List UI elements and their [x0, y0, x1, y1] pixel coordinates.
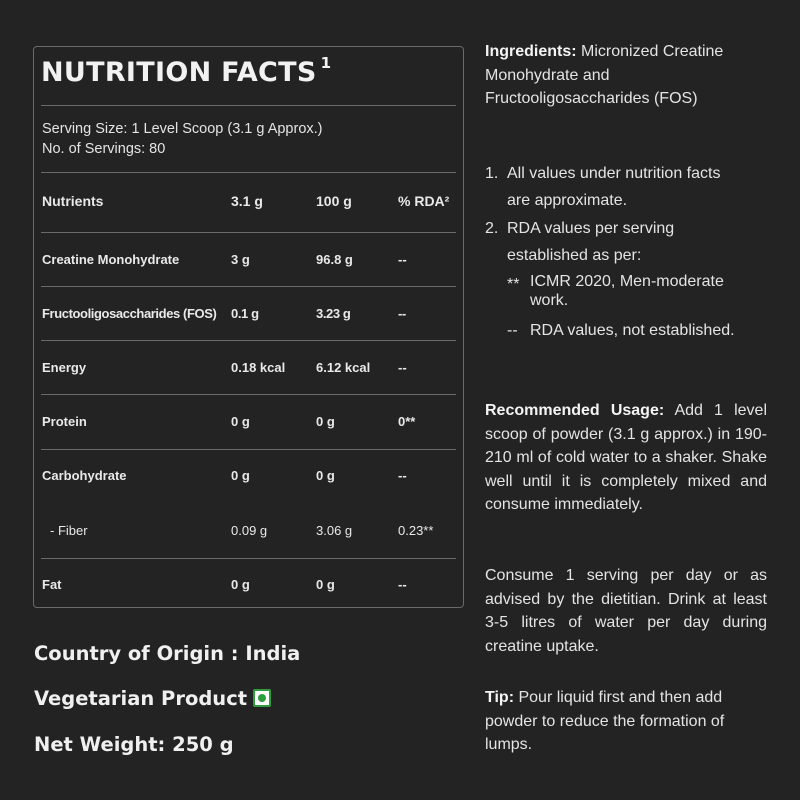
table-row	[42, 523, 455, 543]
tip-text: Pour liquid first and then add powder to reduce the formation of lumps.	[485, 689, 725, 753]
usage-label: Recommended Usage:	[485, 402, 665, 419]
divider	[41, 449, 456, 450]
table-row	[42, 468, 455, 488]
per-serving-value: 0.09 g	[231, 523, 268, 538]
ingredients-section	[485, 40, 767, 111]
divider	[41, 394, 456, 395]
per-100g-value: 3.23 g	[316, 306, 351, 321]
serving-info	[42, 119, 323, 159]
per-serving-value: 0.1 g	[231, 306, 259, 321]
divider	[41, 172, 456, 173]
per-serving-value: 0 g	[231, 468, 250, 483]
ingredients-text: Micronized Creatine Monohydrate and Fructooligosaccharides (FOS)	[485, 43, 724, 107]
divider	[41, 105, 456, 106]
per-serving-value: 0 g	[231, 577, 250, 592]
footnote-2-number: 2.	[485, 220, 499, 237]
nutrition-title: NUTRITION FACTS $^1$	[41, 54, 332, 88]
rda-value: --	[398, 577, 407, 592]
footnote-1-line: All values under nutrition facts	[507, 165, 721, 182]
table-row	[42, 414, 455, 434]
per-serving-value: 0.18 kcal	[231, 360, 286, 375]
header-per-serving: 3.1 g	[231, 193, 263, 209]
title-footnote-mark: 1	[320, 54, 332, 72]
table-row	[42, 306, 455, 326]
ingredients-label: Ingredients:	[485, 43, 577, 60]
divider	[41, 340, 456, 341]
country-of-origin: Country of Origin : India	[34, 642, 301, 665]
footnote-2b-text: RDA values, not established.	[530, 322, 735, 339]
nutrient-name: Protein	[42, 414, 87, 429]
table-row	[42, 577, 455, 597]
usage-text: Add 1 level scoop of powder (3.1 g approx.) in 190-210 ml of cold water to a shaker. Shake well until it is completely mixed and consume immediately.	[485, 402, 767, 513]
tip-section	[485, 686, 767, 757]
recommended-usage	[485, 399, 767, 517]
rda-value: --	[398, 360, 407, 375]
per-100g-value: 0 g	[316, 414, 335, 429]
header-rda: % RDA²	[398, 193, 450, 209]
per-100g-value: 6.12 kcal	[316, 360, 371, 375]
table-row	[42, 360, 455, 380]
footnote-2-line: RDA values per serving	[507, 220, 675, 237]
nutrient-name: Fructooligosaccharides (FOS)	[42, 306, 217, 321]
nutrient-name: Fat	[42, 577, 62, 592]
rda-value: 0**	[398, 414, 416, 429]
nutrient-name: Creatine Monohydrate	[42, 252, 180, 267]
per-100g-value: 0 g	[316, 468, 335, 483]
per-100g-value: 96.8 g	[316, 252, 353, 267]
servings-count: No. of Servings: 80	[42, 141, 166, 157]
footnote-mark-asterisk: **	[507, 276, 520, 293]
per-100g-value: 3.06 g	[316, 523, 353, 538]
footnote-2a-text: ICMR 2020, Men-moderate work.	[530, 273, 724, 309]
per-100g-value: 0 g	[316, 577, 335, 592]
veg-symbol-icon	[253, 689, 271, 707]
table-row	[42, 252, 455, 272]
consume-instructions: Consume 1 serving per day or as advised by the dietitian. Drink at least 3-5 litres of water per day during creatine uptake.	[485, 567, 767, 655]
serving-size: Serving Size: 1 Level Scoop (3.1 g Approx.)	[42, 121, 323, 137]
nutrient-name: Carbohydrate	[42, 468, 127, 483]
net-weight: Net Weight: 250 g	[34, 733, 234, 756]
divider	[41, 286, 456, 287]
vegetarian-product: Vegetarian Product	[34, 687, 271, 710]
per-serving-value: 3 g	[231, 252, 250, 267]
nutrition-facts-panel	[33, 46, 464, 608]
rda-value: 0.23**	[398, 523, 434, 538]
divider	[41, 232, 456, 233]
footnote-2-line: established as per:	[507, 247, 642, 264]
rda-value: --	[398, 468, 407, 483]
footnote-mark-dash: --	[507, 322, 518, 339]
header-per-100g: 100 g	[316, 193, 352, 209]
tip-label: Tip:	[485, 689, 515, 706]
divider	[41, 558, 456, 559]
table-header	[42, 193, 455, 213]
per-serving-value: 0 g	[231, 414, 250, 429]
rda-value: --	[398, 306, 406, 321]
rda-value: --	[398, 252, 407, 267]
footnote-1-line: are approximate.	[507, 192, 628, 209]
header-nutrients: Nutrients	[42, 193, 104, 209]
footnote-1-number: 1.	[485, 165, 499, 182]
nutrient-name: Energy	[42, 360, 87, 375]
nutrient-name: - Fiber	[50, 523, 88, 538]
